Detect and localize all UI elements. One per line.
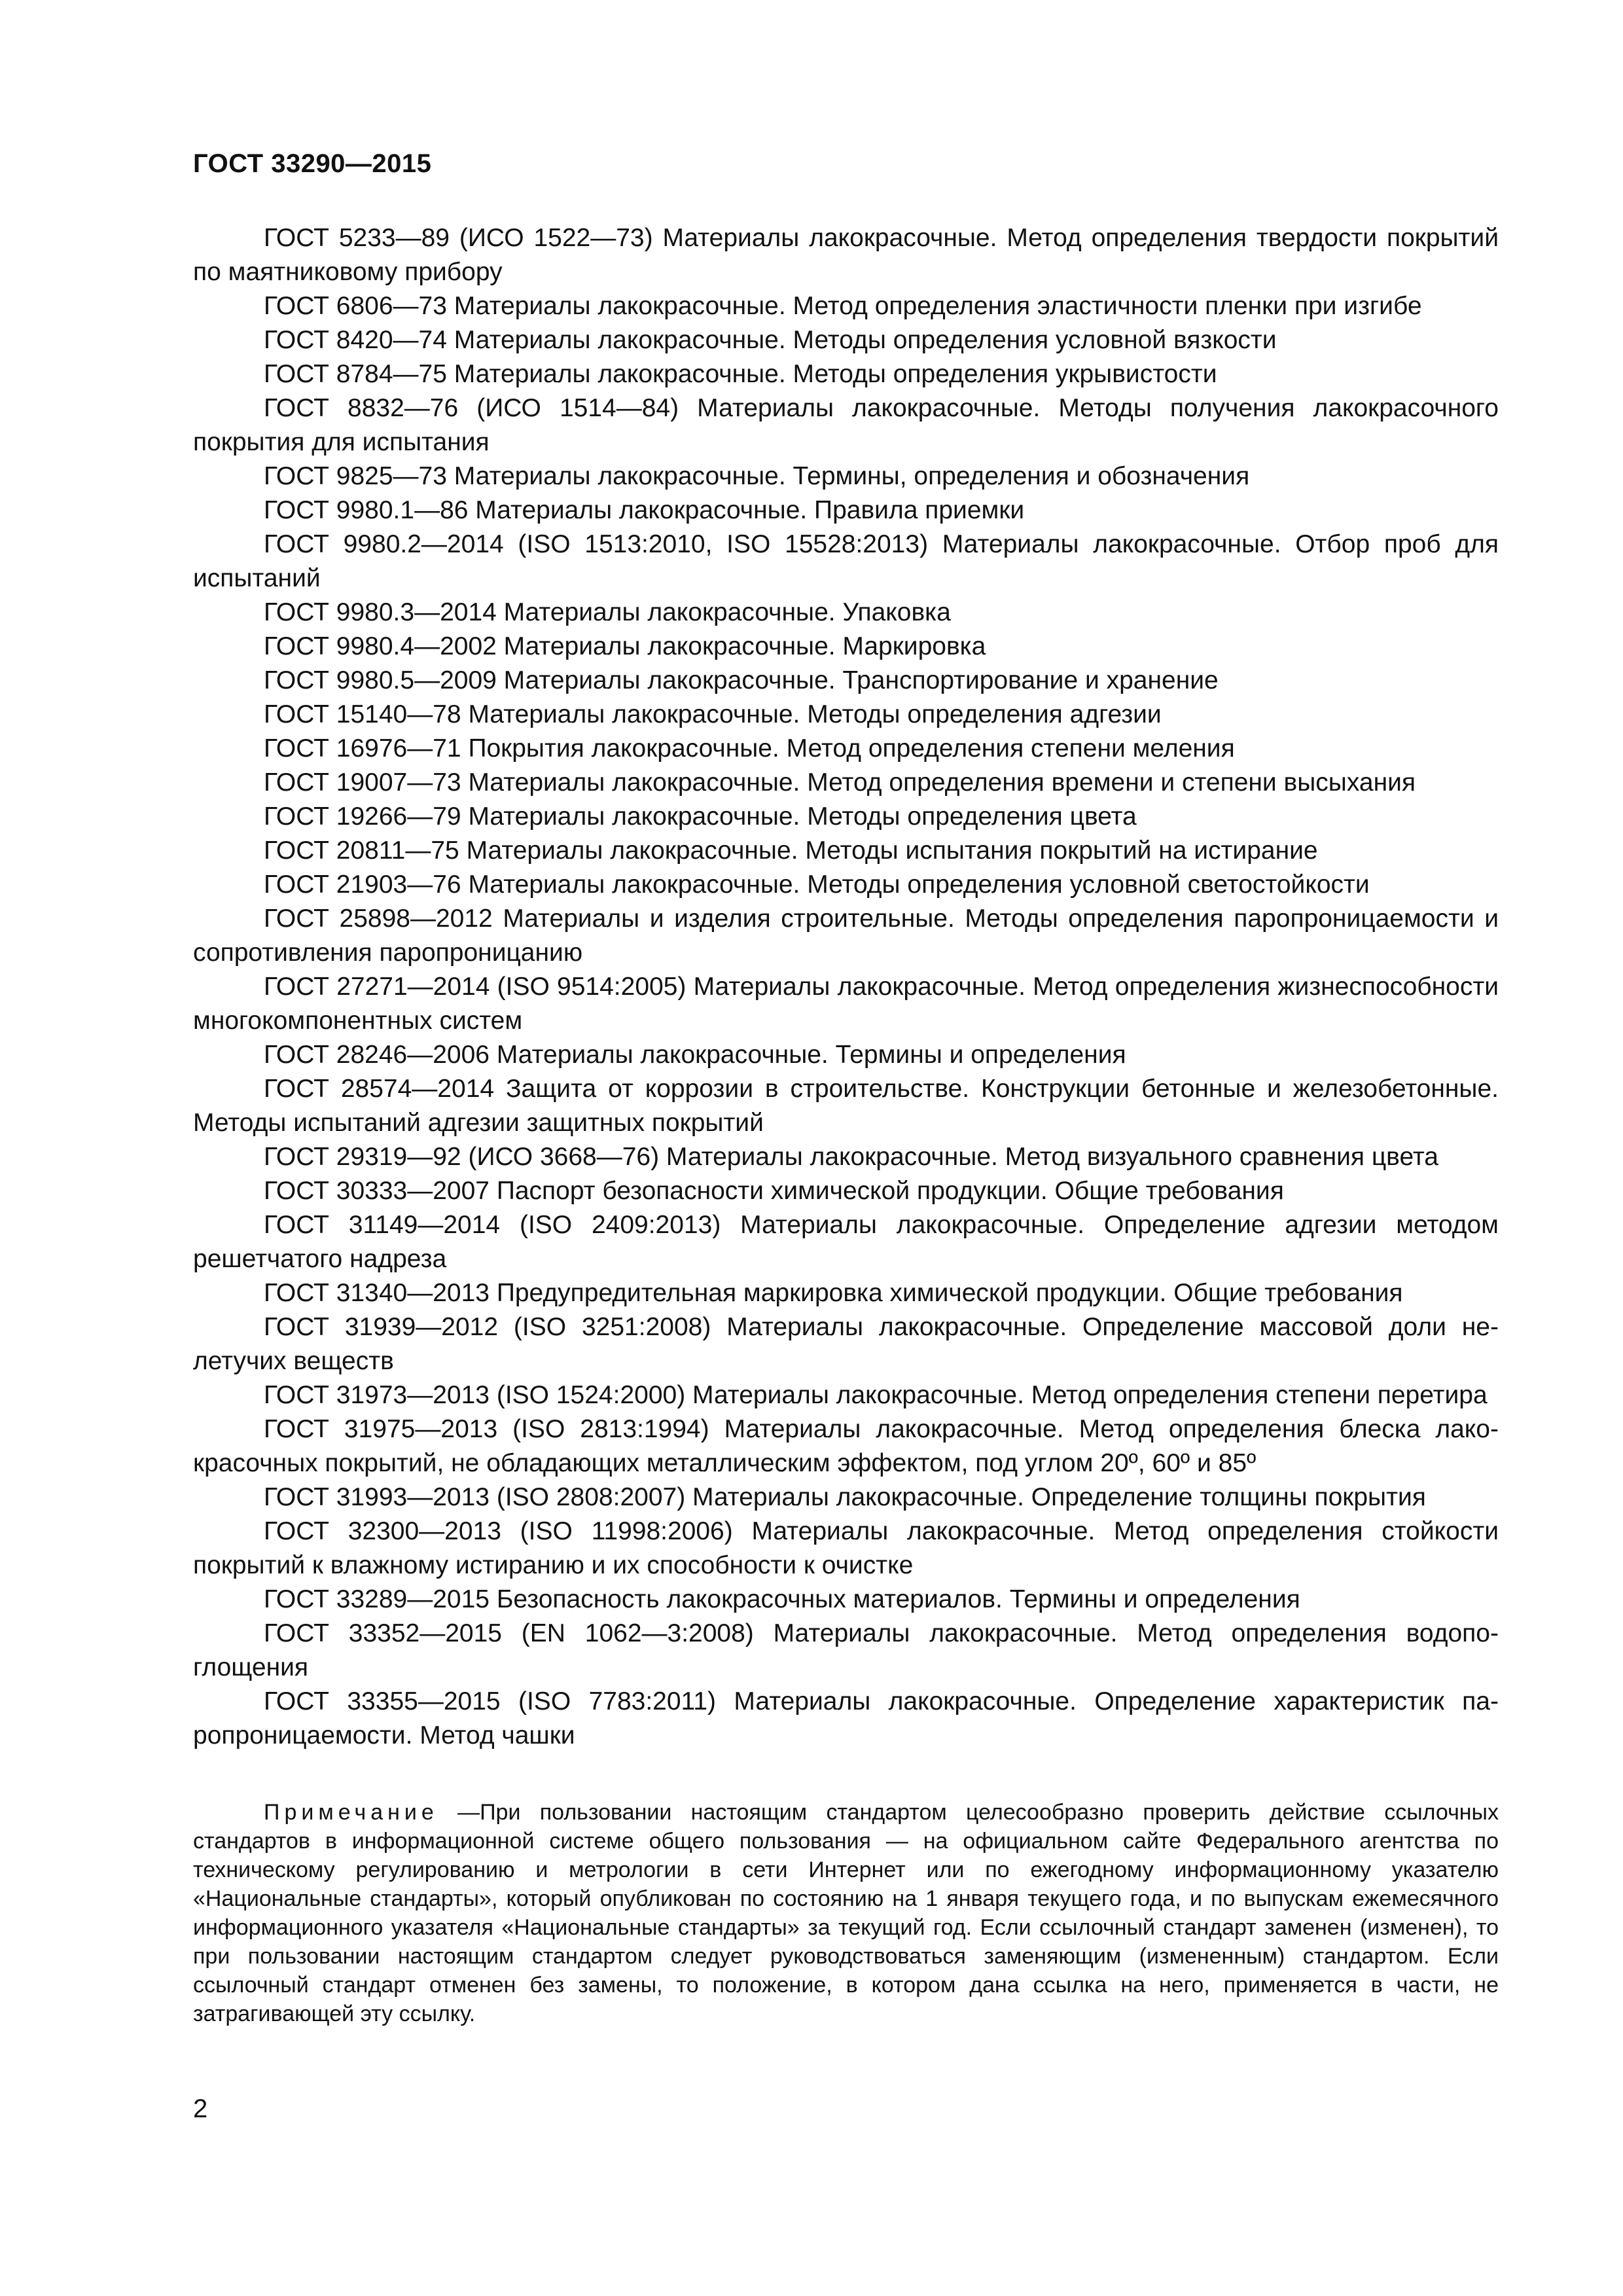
reference-item: ГОСТ 9980.1—86 Материалы лакокрасочные. Правила приемки bbox=[264, 496, 1025, 524]
reference-item: ГОСТ 33355—2015 (ISO 7783:2011) Материалы лакокрасочные. Определение характеристик паропроницаемости. Метод чашки bbox=[193, 1687, 1499, 1749]
reference-item: ГОСТ 16976—71 Покрытия лакокрасочные. Метод определения степени меления bbox=[264, 734, 1235, 762]
reference-item: ГОСТ 29319—92 (ИСО 3668—76) Материалы лакокрасочные. Метод визуального сравнения цвета bbox=[264, 1143, 1438, 1171]
reference-item: ГОСТ 8420—74 Материалы лакокрасочные. Методы определения условной вязкости bbox=[264, 326, 1277, 354]
note-text: —При пользовании настоящим стандартом целесообразно проверить действие ссылочных стандартов в информационной системе общего пользования — на официальном сайте Федерального агентства по техническому регулированию и метрологии в сети Интернет или по ежегодному информационному указателю «Национальные стандарты», который опубликован по состоянию на 1 января текущего года, и по выпускам ежемесячного информационного указателя «Национальные стандарты» за текущий год. Если ссылочный стандарт заменен (изменен), то при пользовании настоящим стандартом следует руководствоваться заменяющим (измененным) стандартом. Если ссылочный стандарт отменен без замены, то положение, в котором дана ссылка на него, применяется в части, не затрагивающей эту ссылку. bbox=[193, 1800, 1499, 2026]
reference-item: ГОСТ 9980.2—2014 (ISO 1513:2010, ISO 15528:2013) Материалы лакокрасочные. Отбор проб для испытаний bbox=[193, 530, 1499, 592]
reference-item: ГОСТ 25898—2012 Материалы и изделия строительные. Методы определения паропроницаемости и сопротивления паропроницанию bbox=[193, 905, 1499, 967]
reference-item: ГОСТ 19007—73 Материалы лакокрасочные. Метод определения времени и степени высыхания bbox=[264, 768, 1416, 797]
reference-item: ГОСТ 28574—2014 Защита от коррозии в строительстве. Конструкции бетонные и железобетонные. Методы испытаний адгезии защитных покрытий bbox=[193, 1075, 1499, 1137]
reference-item: ГОСТ 15140—78 Материалы лакокрасочные. Методы определения адгезии bbox=[264, 700, 1162, 728]
reference-item: ГОСТ 31975—2013 (ISO 2813:1994) Материалы лакокрасочные. Метод определения блеска лакокрасочных покрытий, не обладающих металлическим эффектом, под углом 20º, 60º и 85º bbox=[193, 1415, 1499, 1477]
reference-item: ГОСТ 33289—2015 Безопасность лакокрасочных материалов. Термины и определения bbox=[264, 1585, 1300, 1613]
reference-item: ГОСТ 8784—75 Материалы лакокрасочные. Методы определения укрывистости bbox=[264, 360, 1217, 388]
reference-item: ГОСТ 8832—76 (ИСО 1514—84) Материалы лакокрасочные. Методы получения лакокрасочного покрытия для испытания bbox=[193, 394, 1499, 456]
note-label: Примечание bbox=[264, 1800, 438, 1825]
reference-item: ГОСТ 6806—73 Материалы лакокрасочные. Метод определения эластичности пленки при изгибе bbox=[264, 292, 1422, 320]
reference-item: ГОСТ 31939—2012 (ISO 3251:2008) Материалы лакокрасочные. Определение массовой доли нелетучих веществ bbox=[193, 1313, 1499, 1375]
note-paragraph bbox=[193, 1798, 1499, 2028]
reference-item: ГОСТ 30333—2007 Паспорт безопасности химической продукции. Общие требования bbox=[264, 1177, 1284, 1205]
normative-references-list bbox=[193, 221, 1499, 1753]
reference-item: ГОСТ 9980.4—2002 Материалы лакокрасочные. Маркировка bbox=[264, 632, 986, 660]
reference-item: ГОСТ 9980.3—2014 Материалы лакокрасочные. Упаковка bbox=[264, 598, 951, 626]
reference-item: ГОСТ 21903—76 Материалы лакокрасочные. Методы определения условной светостойкости bbox=[264, 870, 1370, 899]
reference-item: ГОСТ 20811—75 Материалы лакокрасочные. Методы испытания покрытий на истирание bbox=[264, 836, 1318, 865]
reference-item: ГОСТ 33352—2015 (EN 1062—3:2008) Материалы лакокрасочные. Метод определения водопоглощения bbox=[193, 1619, 1499, 1681]
reference-item: ГОСТ 19266—79 Материалы лакокрасочные. Методы определения цвета bbox=[264, 802, 1137, 831]
reference-item: ГОСТ 31993—2013 (ISO 2808:2007) Материалы лакокрасочные. Определение толщины покрытия bbox=[264, 1483, 1426, 1511]
reference-item: ГОСТ 31973—2013 (ISO 1524:2000) Материалы лакокрасочные. Метод определения степени перетира bbox=[264, 1381, 1488, 1409]
reference-item: ГОСТ 31340—2013 Предупредительная маркировка химической продукции. Общие требования bbox=[264, 1279, 1403, 1307]
reference-item: ГОСТ 5233—89 (ИСО 1522—73) Материалы лакокрасочные. Метод определения твердости покрытий по маятниковому прибору bbox=[193, 224, 1499, 286]
reference-item: ГОСТ 9980.5—2009 Материалы лакокрасочные. Транспортирование и хранение bbox=[264, 666, 1219, 694]
reference-item: ГОСТ 27271—2014 (ISO 9514:2005) Материалы лакокрасочные. Метод определения жизнеспособности многокомпонентных систем bbox=[193, 973, 1499, 1035]
page-number: 2 bbox=[193, 2094, 208, 2123]
reference-item: ГОСТ 31149—2014 (ISO 2409:2013) Материалы лакокрасочные. Определение адгезии методом решетчатого надреза bbox=[193, 1211, 1499, 1273]
document-header: ГОСТ 33290—2015 bbox=[193, 149, 432, 178]
reference-item: ГОСТ 32300—2013 (ISO 11998:2006) Материалы лакокрасочные. Метод определения стойкости покрытий к влажному истиранию и их способности к очистке bbox=[193, 1517, 1499, 1579]
reference-item: ГОСТ 9825—73 Материалы лакокрасочные. Термины, определения и обозначения bbox=[264, 462, 1250, 490]
reference-item: ГОСТ 28246—2006 Материалы лакокрасочные. Термины и определения bbox=[264, 1041, 1126, 1069]
